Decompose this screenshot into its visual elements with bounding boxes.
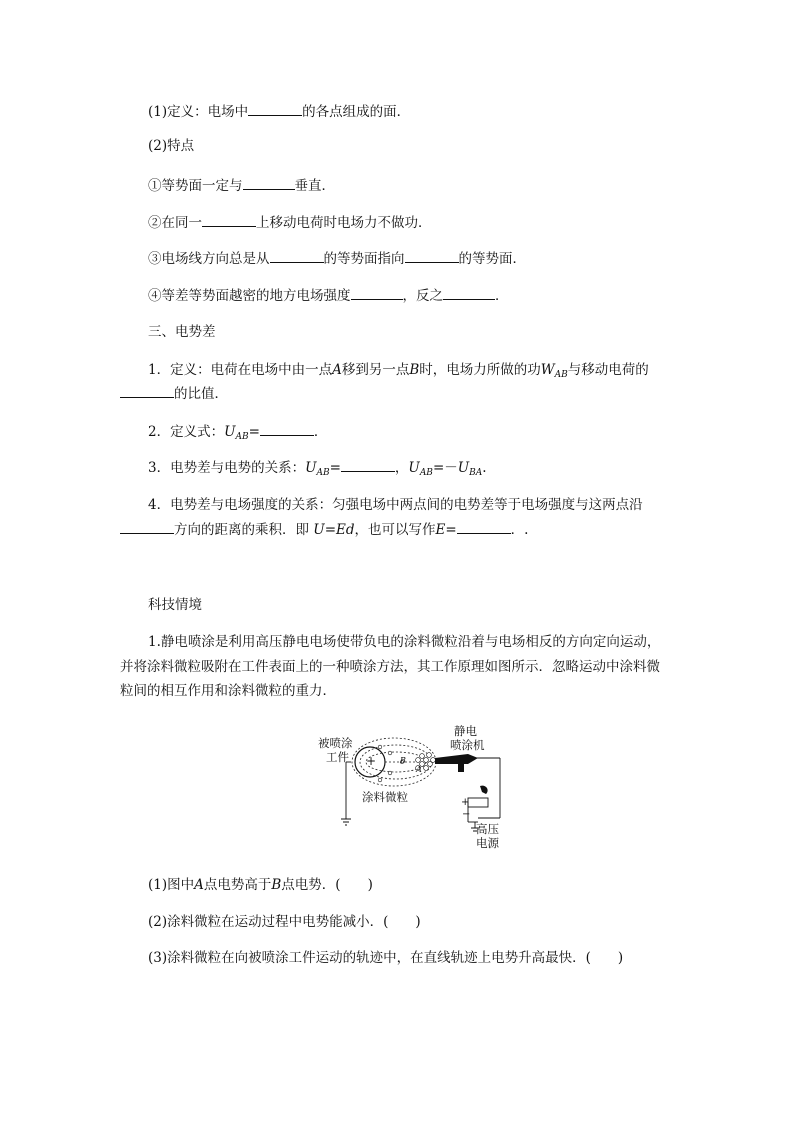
- u-subscript: AB: [235, 432, 249, 442]
- e-symbol: E: [435, 522, 446, 538]
- power-source-box: [468, 798, 488, 807]
- def-pre: (1)定义：电场中: [148, 104, 249, 120]
- trait-3-blank-1[interactable]: [270, 248, 324, 263]
- def-blank[interactable]: [248, 101, 302, 116]
- trait-1: [148, 175, 335, 196]
- item4-post: ．.: [510, 522, 529, 538]
- equals-2: =: [445, 522, 457, 538]
- equals: =: [248, 424, 260, 440]
- item3: [148, 457, 487, 483]
- tech-para-1: 1.静电喷涂是利用高压静电电场使带负电的涂料微粒沿着与电场相反的方向定向运动，: [148, 634, 661, 650]
- item4-blank-1[interactable]: [120, 519, 174, 534]
- electrostatic-spray-figure: [318, 722, 508, 850]
- item3-blank[interactable]: [341, 457, 395, 472]
- work-subscript: AB: [554, 370, 568, 380]
- item1-mid1: 移到另一点: [341, 362, 410, 378]
- u-subscript-2: AB: [419, 468, 433, 478]
- item1-line2: [120, 383, 228, 404]
- item2-post: ．: [313, 424, 328, 440]
- item4-blank-2[interactable]: [457, 519, 511, 534]
- item4-line2-a: 方向的距离的乘积．即: [174, 522, 309, 538]
- u-subscript-3: BA: [469, 468, 483, 478]
- equals-minus: =－: [432, 460, 458, 476]
- trait-4-post: ．: [495, 288, 509, 304]
- workpiece-label-1: 被喷涂: [318, 736, 353, 750]
- def-line: [148, 101, 410, 122]
- question-1: [148, 875, 373, 895]
- particles-label: 涂料微粒: [362, 790, 408, 804]
- item3-post: .: [482, 460, 487, 476]
- tech-para-3: 粒间的相互作用和涂料微粒的重力．: [120, 683, 336, 699]
- section3-heading: 三、电势差: [148, 324, 216, 340]
- point-b-label: B: [400, 756, 406, 765]
- trait-1-pre: ①等势面一定与: [148, 178, 243, 194]
- trait-4-blank-1[interactable]: [351, 285, 403, 300]
- item1-mid2: 时，电场力所做的功: [419, 362, 541, 378]
- equals: =: [329, 460, 341, 476]
- equals: =: [324, 522, 336, 538]
- item1-blank[interactable]: [120, 383, 174, 398]
- point-b: B: [409, 362, 420, 378]
- q1-post: 点电势．( ): [281, 877, 373, 893]
- trait-1-blank[interactable]: [243, 175, 295, 190]
- item3-pre: 3．电势差与电势的关系：: [148, 460, 306, 476]
- ed-symbol: Ed: [336, 522, 355, 538]
- q1-mid: 点电势高于: [203, 877, 272, 893]
- plus-sign: +: [366, 754, 377, 768]
- u-symbol: U: [305, 460, 317, 476]
- trait-2-post: 上移动电荷时电场力不做功．: [256, 215, 432, 231]
- trait-1-post: 垂直．: [294, 178, 335, 194]
- u-symbol-2: U: [408, 460, 420, 476]
- trait-3-post: 的等势面．: [458, 251, 526, 267]
- trait-3-blank-2[interactable]: [405, 248, 459, 263]
- trait-4-blank-2[interactable]: [443, 285, 495, 300]
- item4-line2-b: ，也可以写作: [354, 522, 436, 538]
- def-post: 的各点组成的面．: [302, 104, 411, 120]
- q1-point-a: A: [194, 877, 204, 893]
- trait-2: [148, 212, 432, 233]
- item2-pre: 2．定义式：: [148, 424, 225, 440]
- power-label-2: 电源: [476, 836, 499, 850]
- spray-gun-icon: [435, 754, 478, 764]
- trait-3-mid: 的等势面指向: [323, 251, 405, 267]
- q1-point-b: B: [271, 877, 282, 893]
- tech-para-2: 并将涂料微粒吸附在工件表面上的一种喷涂方法，其工作原理如图所示．忽略运动中涂料微: [120, 659, 660, 675]
- sprayer-label-2: 喷涂机: [450, 738, 485, 752]
- comma: ，: [394, 460, 409, 476]
- trait-4-mid: ，反之: [402, 288, 443, 304]
- trait-2-blank[interactable]: [202, 212, 256, 227]
- workpiece-label-2: 工件: [326, 750, 349, 764]
- u-symbol-3: U: [457, 460, 470, 476]
- trait-heading: (2)特点: [148, 138, 195, 154]
- item4-line1: 4．电势差与电场强度的关系：匀强电场中两点间的电势差等于电场强度与这两点沿: [148, 497, 643, 513]
- trait-3: [148, 248, 526, 269]
- point-a: A: [332, 362, 342, 378]
- power-minus-sign: −: [462, 809, 471, 820]
- item2: [148, 421, 327, 447]
- item1-post: 与移动电荷的: [567, 362, 649, 378]
- item4-line2: [120, 519, 528, 540]
- u-subscript: AB: [316, 468, 330, 478]
- trait-4-pre: ④等差等势面越密的地方电场强度: [148, 288, 351, 304]
- u-symbol: U: [313, 522, 325, 538]
- trait-3-pre: ③电场线方向总是从: [148, 251, 270, 267]
- item1-pre: 1．定义：电荷在电场中由一点: [148, 362, 333, 378]
- switch-icon: [480, 786, 488, 794]
- sprayer-label-1: 静电: [454, 724, 477, 738]
- power-label-1: 高压: [476, 822, 499, 836]
- q1-pre: (1)图中: [148, 877, 195, 893]
- trait-4: [148, 285, 509, 306]
- u-symbol: U: [224, 424, 236, 440]
- question-2: (2)涂料微粒在运动过程中电势能减小．( ): [148, 914, 421, 930]
- trait-2-pre: ②在同一: [148, 215, 202, 231]
- item1-line1: [148, 360, 649, 385]
- power-plus-sign: +: [461, 797, 470, 808]
- point-a-label: A: [416, 765, 422, 774]
- work-symbol: W: [540, 362, 555, 378]
- question-3: (3)涂料微粒在向被喷涂工件运动的轨迹中，在直线轨迹上电势升高最快．( ): [148, 950, 624, 966]
- tech-heading: 科技情境: [148, 597, 202, 613]
- item1-line2-post: 的比值．: [174, 386, 228, 402]
- item2-blank[interactable]: [260, 421, 314, 436]
